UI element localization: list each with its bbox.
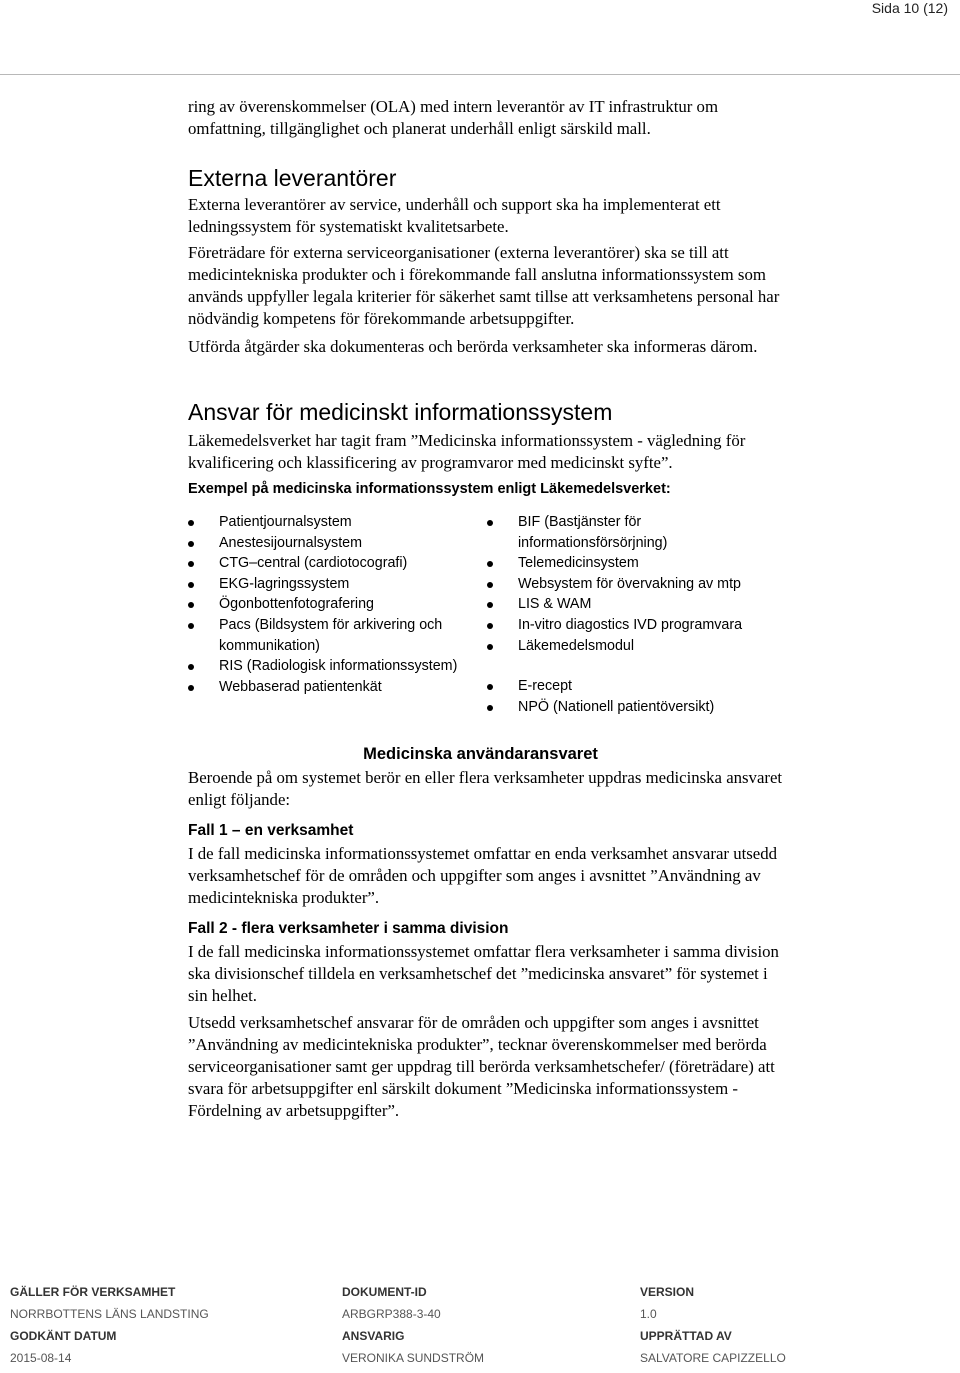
fall1-paragraph: I de fall medicinska informationssystemet omfattar en enda verksamhet ansvarar utsedd verksamhetschef för de områden och uppgifter som anges i avsnittet ”Användning av medicintekniska produkter”. (188, 844, 778, 908)
ansvar-paragraph: Läkemedelsverket har tagit fram ”Medicinska informationssystem - vägledning för kvalificering och klassificering av programvaror med medicinskt syfte”. (188, 431, 746, 472)
bullet-icon (487, 684, 493, 690)
document-footer (0, 1285, 960, 1373)
bullet-icon (487, 520, 493, 526)
bullet-icon (188, 520, 194, 526)
footer-ansvarig-label: ANSVARIG (342, 1329, 405, 1343)
externa-heading: Externa leverantörer (188, 165, 397, 191)
list-item: RIS (Radiologisk informationssystem) (188, 656, 487, 677)
list-item: E-recept (487, 676, 787, 697)
examples-left-list (188, 512, 487, 717)
examples-lists (188, 512, 788, 717)
bullet-icon (188, 602, 194, 608)
externa-paragraph-3: Utförda åtgärder ska dokumenteras och berörda verksamheter ska informeras därom. (188, 337, 758, 356)
list-item: Websystem för övervakning av mtp (487, 574, 787, 595)
list-item: In-vitro diagostics IVD programvara (487, 615, 787, 636)
footer-ansvarig-value: VERONIKA SUNDSTRÖM (342, 1351, 485, 1365)
list-item: Telemedicinsystem (487, 553, 787, 574)
footer-galler-label: GÄLLER FÖR VERKSAMHET (10, 1285, 176, 1299)
externa-paragraph-1: Externa leverantörer av service, underhåll och support ska ha implementerat ett ledningssystem för systematiskt kvalitetsarbete. (188, 195, 721, 236)
list-item: EKG-lagringssystem (188, 574, 487, 595)
bullet-icon (487, 561, 493, 567)
footer-godkant-label: GODKÄNT DATUM (10, 1329, 117, 1343)
fall2-paragraph: I de fall medicinska informationssystemet omfattar flera verksamheter i samma division ska divisionschef tilldela en verksamhetschef det ”medicinska ansvaret” för systemet i sin helhet. (188, 942, 779, 1006)
externa-paragraph-2: Företrädare för externa serviceorganisationer (externa leverantörer) ska se till att medicintekniska produkter och i förekommande fall anslutna informationssystem som används uppfyller legala kriterier för säkerhet samt tillse att verksamhetens personal har nödvändig kompetens för förekommande arbetsuppgifter. (188, 243, 780, 328)
examples-right-list (487, 512, 787, 717)
bullet-icon (188, 623, 194, 629)
list-item: Patientjournalsystem (188, 512, 487, 533)
intro-paragraph: ring av överenskommelser (OLA) med intern leverantör av IT infrastruktur om omfattning, tillgänglighet och planerat underhåll enligt särskild mall. (188, 97, 718, 138)
bullet-icon (487, 602, 493, 608)
footer-godkant-value: 2015-08-14 (10, 1351, 72, 1365)
list-item: Ögonbottenfotografering (188, 594, 487, 615)
footer-version-value: 1.0 (640, 1307, 657, 1321)
list-item: Läkemedelsmodul (487, 636, 787, 657)
fall2-title: Fall 2 - flera verksamheter i samma division (188, 920, 509, 938)
bullet-icon (188, 541, 194, 547)
footer-upprattad-value: SALVATORE CAPIZZELLO (640, 1351, 786, 1365)
document-body (188, 96, 788, 1122)
footer-label-row-1 (0, 1285, 960, 1307)
header-divider (0, 74, 960, 75)
list-item: Anestesijournalsystem (188, 533, 487, 554)
footer-galler-value: NORRBOTTENS LÄNS LANDSTING (10, 1307, 209, 1321)
footer-value-row-1 (0, 1307, 960, 1329)
footer-label-row-2 (0, 1329, 960, 1351)
ansvar-heading: Ansvar för medicinskt informationssystem (188, 399, 613, 425)
bullet-icon (188, 685, 194, 691)
list-item: CTG–central (cardiotocografi) (188, 553, 487, 574)
list-item: NPÖ (Nationell patientöversikt) (487, 697, 787, 718)
bullet-icon (487, 705, 493, 711)
list-item: LIS & WAM (487, 594, 787, 615)
bullet-icon (188, 582, 194, 588)
footer-dokid-label: DOKUMENT-ID (342, 1285, 427, 1299)
footer-dokid-value: ARBGRP388-3-40 (342, 1307, 441, 1321)
anvandaransvar-paragraph: Beroende på om systemet berör en eller flera verksamheter uppdras medicinska ansvaret enligt följande: (188, 768, 783, 810)
page-number: Sida 10 (12) (871, 0, 948, 16)
bullet-icon (487, 644, 493, 650)
bullet-icon (487, 623, 493, 629)
footer-upprattad-label: UPPRÄTTAD AV (640, 1329, 732, 1343)
fall1-title: Fall 1 – en verksamhet (188, 822, 354, 840)
list-item: Pacs (Bildsystem för arkivering och kommunikation) (188, 615, 487, 656)
anvandaransvar-title: Medicinska användaransvaret (363, 745, 598, 764)
examples-title: Exempel på medicinska informationssystem enligt Läkemedelsverket: (188, 481, 671, 497)
bullet-icon (188, 664, 194, 670)
bullet-icon (188, 561, 194, 567)
footer-version-label: VERSION (640, 1285, 695, 1299)
list-item: Webbaserad patientenkät (188, 677, 487, 698)
fall2-paragraph-2: Utsedd verksamhetschef ansvarar för de områden och uppgifter som anges i avsnittet ”Användning av medicintekniska produkter”, tecknar överenskommelser med berörda serviceorganisationer samt ger uppdrag till berörda verksamhetschefer/ (företrädare) att svara för arbetsuppgifter enl särskilt dokument ”Medicinska informationssystem - Fördelning av arbetsuppgifter”. (188, 1013, 775, 1121)
bullet-icon (487, 582, 493, 588)
footer-value-row-2 (0, 1351, 960, 1373)
list-item: BIF (Bastjänster för informationsförsörjning) (487, 512, 787, 553)
